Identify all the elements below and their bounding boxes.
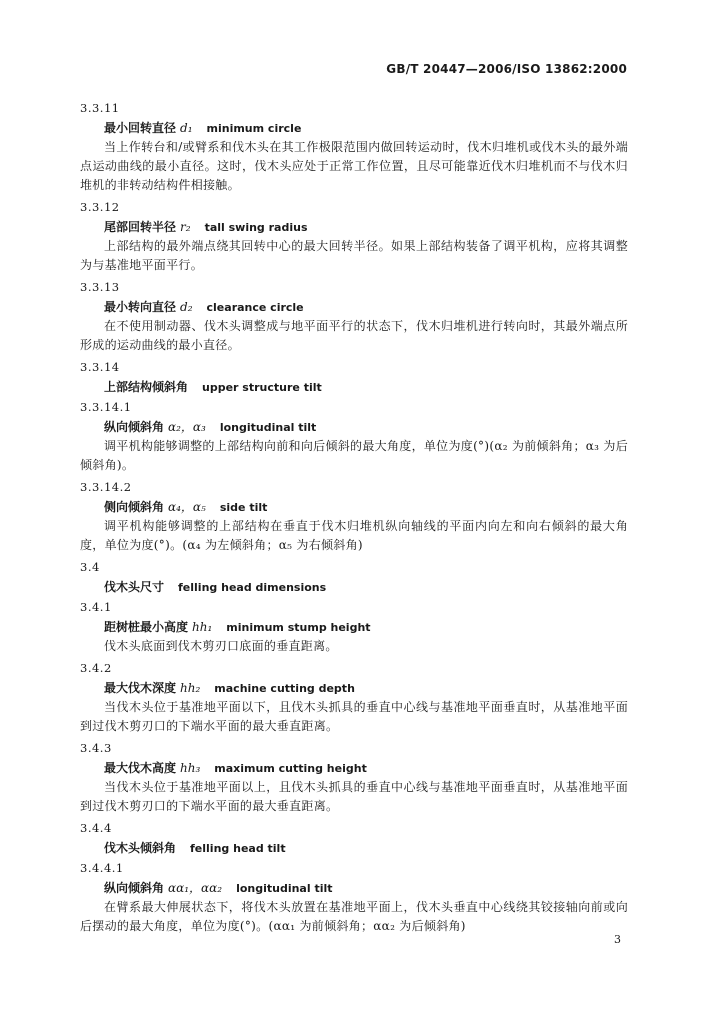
term-line (80, 297, 628, 317)
term-line (80, 217, 628, 237)
term-line (80, 118, 628, 138)
term-chinese: 最小转向直径 (104, 300, 177, 314)
term-chinese: 纵向倾斜角 (104, 881, 165, 895)
term-chinese: 距树桩最小高度 (104, 620, 189, 634)
document-body (80, 98, 628, 938)
term-symbol: α₂，α₃ (168, 420, 206, 434)
definition-text: 当伐木头位于基准地平面以下，且伐木头抓具的垂直中心线与基准地平面垂直时，从基准地平面到过伐木剪刃口的下端水平面的最大垂直距离。 (80, 700, 628, 733)
section-number: 3.4 (80, 560, 100, 574)
standard-header: GB/T 20447—2006/ISO 13862:2000 (386, 62, 627, 76)
section-number: 3.3.14.2 (80, 480, 132, 494)
term-english: clearance circle (206, 301, 304, 314)
term-line (80, 838, 628, 858)
term-line (80, 678, 628, 698)
section-number: 3.3.14.1 (80, 400, 132, 414)
term-chinese: 尾部回转半径 (104, 220, 177, 234)
definition-text: 上部结构的最外端点绕其回转中心的最大回转半径。如果上部结构装备了调平机构，应将其调整为与基准地平面平行。 (80, 239, 628, 272)
page-number: 3 (614, 933, 621, 946)
term-english: tall swing radius (204, 221, 308, 234)
definition-text: 当伐木头位于基准地平面以上，且伐木头抓具的垂直中心线与基准地平面垂直时，从基准地平面到过伐木剪刃口的下端水平面的最大垂直距离。 (80, 780, 628, 813)
term-chinese: 伐木头倾斜角 (104, 841, 177, 855)
definition-text: 在臂系最大伸展状态下，将伐木头放置在基准地平面上，伐木头垂直中心线绕其铰接轴向前或向后摆动的最大角度，单位为度(°)。(αα₁ 为前倾斜角；αα₂ 为后倾斜角) (80, 900, 628, 933)
definition-text: 当上作转台和/或臂系和伐木头在其工作极限范围内做回转运动时，伐木归堆机或伐木头的最外端点运动曲线的最小直径。这时，伐木头应处于正常工作位置，且尽可能靠近伐木归堆机而不与伐木归堆机的非转动结构件相接触。 (80, 140, 628, 192)
section-number: 3.3.13 (80, 280, 120, 294)
section-number: 3.4.2 (80, 661, 112, 675)
term-line (80, 377, 628, 397)
term-line (80, 577, 628, 597)
term-english: machine cutting depth (214, 682, 355, 695)
term-english: felling head tilt (190, 842, 286, 855)
section-number: 3.3.14 (80, 360, 120, 374)
term-symbol: d₁ (180, 121, 193, 135)
term-line (80, 878, 628, 898)
section-number: 3.4.4 (80, 821, 112, 835)
section-number: 3.4.1 (80, 600, 112, 614)
term-english: upper structure tilt (202, 381, 322, 394)
term-symbol: α₄，α₅ (168, 500, 206, 514)
section-number: 3.3.12 (80, 200, 120, 214)
term-english: longitudinal tilt (219, 421, 317, 434)
definition-text: 伐木头底面到伐木剪刃口底面的垂直距离。 (104, 639, 338, 653)
term-symbol: hh₁ (192, 620, 213, 634)
term-chinese: 最大伐木深度 (104, 681, 177, 695)
term-symbol: hh₂ (180, 681, 201, 695)
term-chinese: 伐木头尺寸 (104, 580, 165, 594)
term-line (80, 617, 628, 637)
term-english: longitudinal tilt (236, 882, 333, 895)
term-chinese: 最大伐木高度 (104, 761, 177, 775)
section-number: 3.3.11 (80, 101, 120, 115)
definition-text: 调平机构能够调整的上部结构向前和向后倾斜的最大角度，单位为度(°)(α₂ 为前倾斜角；α₃ 为后倾斜角)。 (80, 439, 628, 472)
term-chinese: 最小回转直径 (104, 121, 177, 135)
term-chinese: 上部结构倾斜角 (104, 380, 189, 394)
definition-text: 调平机构能够调整的上部结构在垂直于伐木归堆机纵向轴线的平面内向左和向右倾斜的最大角度，单位为度(°)。(α₄ 为左倾斜角；α₅ 为右倾斜角) (80, 519, 628, 552)
term-english: minimum stump height (226, 621, 371, 634)
term-line (80, 417, 628, 437)
term-line (80, 758, 628, 778)
term-english: maximum cutting height (214, 762, 367, 775)
section-number: 3.4.3 (80, 741, 112, 755)
term-english: felling head dimensions (178, 581, 327, 594)
definition-text: 在不使用制动器、伐木头调整成与地平面平行的状态下，伐木归堆机进行转向时，其最外端点所形成的运动曲线的最小直径。 (80, 319, 628, 352)
section-number: 3.4.4.1 (80, 861, 124, 875)
term-symbol: hh₃ (180, 761, 201, 775)
term-line (80, 497, 628, 517)
term-symbol: αα₁，αα₂ (168, 881, 223, 895)
term-chinese: 纵向倾斜角 (104, 420, 165, 434)
term-english: side tilt (219, 501, 268, 514)
term-chinese: 侧向倾斜角 (104, 500, 165, 514)
term-english: minimum circle (206, 122, 302, 135)
term-symbol: r₂ (180, 220, 191, 234)
term-symbol: d₂ (180, 300, 193, 314)
